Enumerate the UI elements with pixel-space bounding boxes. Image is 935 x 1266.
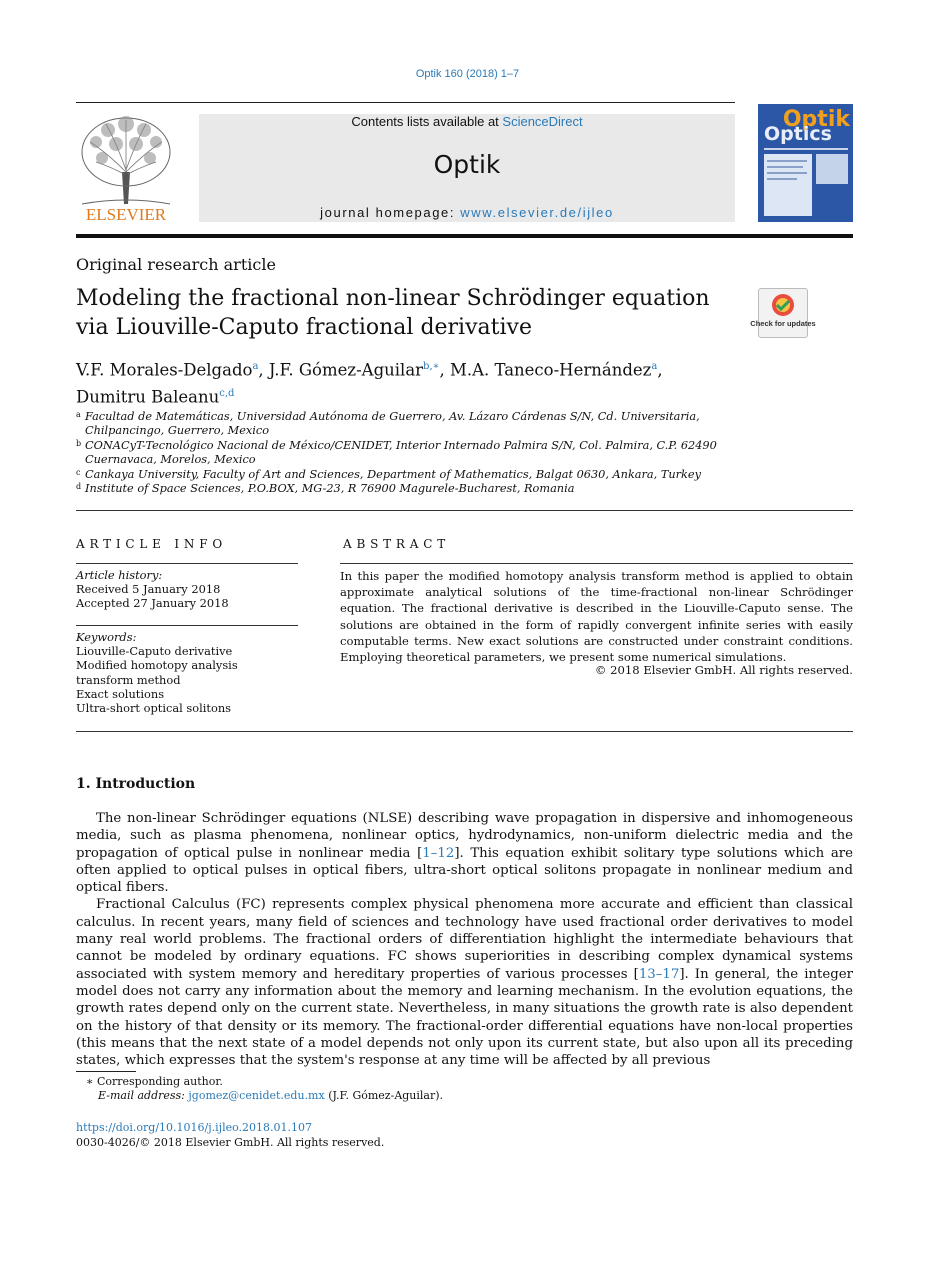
author-separator: ,: [439, 360, 450, 380]
author-name: V.F. Morales-Delgado: [76, 360, 253, 380]
email-suffix: (J.F. Gómez-Aguilar).: [324, 1089, 444, 1102]
homepage-line: [199, 205, 735, 220]
affiliation-label: c: [76, 467, 81, 477]
footnote-rule: [76, 1071, 136, 1072]
email-note: [76, 1089, 776, 1103]
citation-link[interactable]: 1–12: [422, 845, 455, 861]
svg-text:Optics: Optics: [764, 123, 832, 145]
affiliation-text: Institute of Space Sciences, P.O.BOX, MG-23, R 76900 Magurele-Bucharest, Romania: [85, 482, 575, 496]
contents-prefix: Contents lists available at: [351, 114, 503, 129]
abstract-rule: [340, 563, 853, 564]
elsevier-logo: [76, 112, 176, 224]
affiliation-text: Cankaya University, Faculty of Art and Sciences, Department of Mathematics, Balgat 0630, Ankara, Turkey: [85, 467, 701, 481]
history-label: Article history:: [76, 568, 163, 582]
abstract-copyright: © 2018 Elsevier GmbH. All rights reserved.: [594, 663, 853, 677]
paragraph-text: The non-linear Schrödinger equations (NLSE) describing wave propagation in dispersive and inhomogeneous media, such as plasma phenomena, nonlinear optics, hydrodynamics, non-uniform dielectric media and the propagation of optical pulse in nonlinear media [: [76, 811, 853, 861]
affiliation-item: [76, 482, 736, 496]
top-rule: [76, 102, 735, 103]
article-title: Modeling the fractional non-linear Schrödinger equation via Liouville-Caputo fractional derivative: [76, 286, 710, 340]
keyword-item: Modified homotopy analysis transform method: [76, 658, 238, 687]
author-affiliation-mark[interactable]: c,d: [219, 387, 235, 399]
abstract-heading: ABSTRACT: [343, 537, 450, 551]
article-info-rule: [76, 625, 298, 626]
svg-text:ELSEVIER: ELSEVIER: [85, 205, 167, 224]
email-link[interactable]: jgomez@cenidet.edu.mx: [188, 1089, 325, 1102]
affiliation-item: [76, 410, 736, 439]
affiliation-label: a: [76, 410, 81, 419]
journal-name: Optik: [433, 150, 501, 179]
paragraph-text: ]. In general, the integer model does not carry any information about the memory and learning mechanism. In the evolution equations, the growth rates depend only on the current state. Nevertheless, in many situations the growth rate is also dependent on the history of that density or its memory. The fractional-order differential equations have non-local properties (this means that the next state of a model depends not only upon its current state, but also upon all its preceding states, which expresses that the system's response at any time will be affected by all previous: [76, 966, 853, 1069]
author-separator: ,: [258, 360, 269, 380]
affiliation-item: [76, 439, 736, 468]
affiliation-text: CONACyT-Tecnológico Nacional de México/CENIDET, Interior Internado Palmira S/N, Col. Palmira, C.P. 62490 Cuernavaca, Morelos, Mexico: [85, 438, 717, 467]
paragraph: [76, 810, 853, 896]
introduction-heading: 1. Introduction: [76, 776, 196, 792]
paragraph-text: ]. This equation exhibit solitary type solutions which are often applied to optical pulses in optical fibers, ultra-short optical solitons propagate in nonlinear medium and optical fibers.: [76, 845, 853, 896]
keywords: [76, 630, 298, 715]
paragraph: [76, 896, 853, 1069]
header-thick-rule: [76, 234, 853, 238]
affiliation-label: b: [76, 438, 82, 448]
author-separator: ,: [657, 360, 663, 380]
elsevier-tree-icon: [76, 112, 176, 224]
article-type: Original research article: [76, 255, 276, 274]
email-label: E-mail address:: [98, 1089, 189, 1102]
article-info-heading: ARTICLE INFO: [76, 537, 227, 551]
check-for-updates-icon: [750, 289, 816, 337]
citation-link[interactable]: 13–17: [638, 966, 680, 982]
svg-text:Optik: Optik: [782, 107, 850, 132]
article-history: [76, 568, 298, 611]
author-name: M.A. Taneco-Hernández: [449, 360, 652, 380]
section-rule: [76, 510, 853, 511]
author-name: J.F. Gómez-Aguilar: [268, 360, 424, 380]
affiliation-item: [76, 468, 736, 482]
affiliation-text: Facultad de Matemáticas, Universidad Autónoma de Guerrero, Av. Lázaro Cárdenas S/N, Cd. Universitaria, Chilpancingo, Guerrero, Mexico: [85, 410, 700, 438]
author-name: Dumitru Baleanu: [76, 387, 220, 406]
affiliation-label: d: [76, 482, 82, 492]
homepage-link[interactable]: www.elsevier.de/ijleo: [460, 205, 614, 220]
doi-block: [76, 1121, 384, 1150]
svg-text:Check for updates: Check for updates: [750, 319, 816, 328]
corresponding-author-note: ∗ Corresponding author.: [86, 1075, 223, 1088]
contents-line: [199, 114, 735, 129]
affiliations: [76, 410, 736, 496]
journal-header-box: [199, 114, 735, 222]
abstract-text: In this paper the modified homotopy analysis transform method is applied to obtain approximate analytical solutions of the time-fractional non-linear Schrödinger equation. The fractional derivative is described in the Liouville-Caputo sense. The solutions are obtained in the form of rapidly convergent infinite series with easily computable terms. New exact solutions are constructed under constraint conditions. Employing theoretical parameters, we present some numerical simulations.: [340, 569, 853, 665]
received-date: Received 5 January 2018: [76, 582, 221, 597]
journal-cover-image[interactable]: [758, 104, 853, 222]
doi-link[interactable]: https://doi.org/10.1016/j.ijleo.2018.01.107: [76, 1121, 313, 1134]
keywords-label: Keywords:: [76, 630, 137, 644]
keyword-item: Exact solutions: [76, 686, 165, 701]
footnotes: [76, 1075, 776, 1103]
check-for-updates-button[interactable]: [750, 288, 816, 338]
introduction-body: [76, 810, 853, 1069]
keyword-item: Ultra-short optical solitons: [76, 701, 231, 716]
author-list: [76, 355, 776, 408]
accepted-date: Accepted 27 January 2018: [76, 596, 229, 611]
homepage-prefix: journal homepage:: [320, 205, 461, 220]
paragraph-text: Fractional Calculus (FC) represents complex physical phenomena more accurate and efficient than classical calculus. In recent years, many field of sciences and technology have used fractional order derivatives to model many real world problems. The fractional orders of differentiation highlight the intermediate behaviours that cannot be modeled by ordinary equations. FC shows superiorities in describing complex dynamical systems associated with system memory and hereditary properties of various processes [: [76, 897, 853, 982]
section-rule: [76, 731, 853, 732]
author-affiliation-mark[interactable]: a: [651, 361, 658, 372]
article-info-rule: [76, 563, 298, 564]
cover-icon: [758, 104, 853, 222]
sciencedirect-link[interactable]: ScienceDirect: [502, 114, 583, 129]
issn-line: 0030-4026/© 2018 Elsevier GmbH. All rights reserved.: [76, 1135, 385, 1149]
journal-reference[interactable]: Optik 160 (2018) 1–7: [415, 68, 520, 80]
keyword-item: Liouville-Caputo derivative: [76, 644, 233, 659]
author-affiliation-mark[interactable]: a: [252, 361, 259, 372]
author-affiliation-mark[interactable]: b,∗: [423, 361, 440, 372]
